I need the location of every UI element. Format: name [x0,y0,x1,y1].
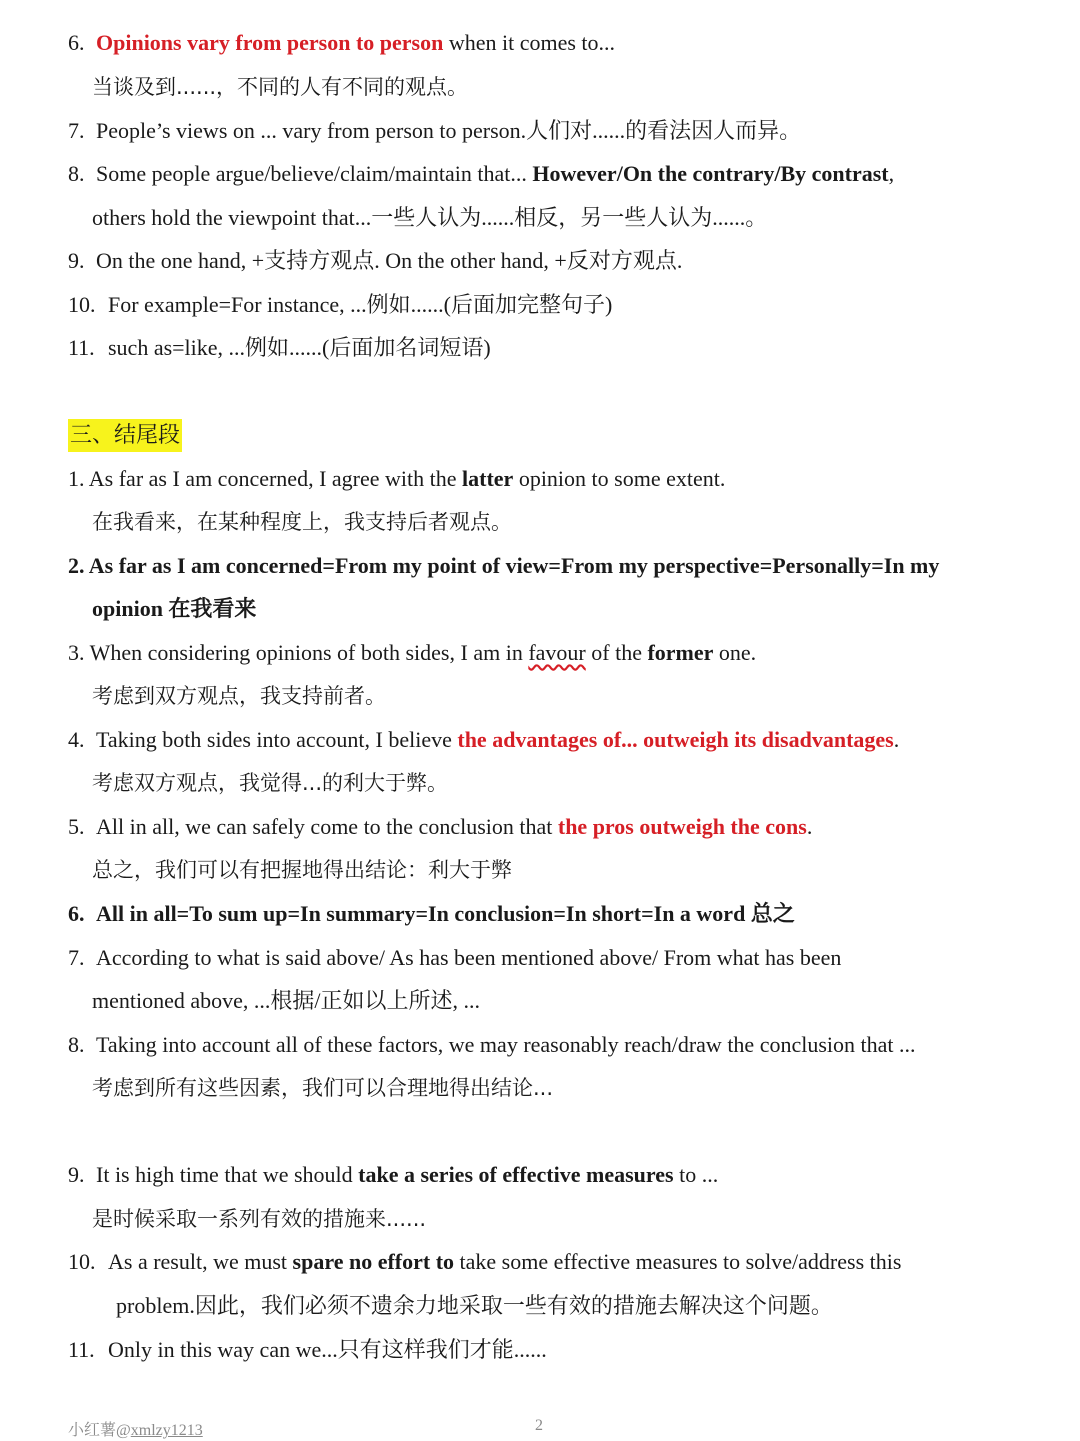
item-number: 10. [68,1249,96,1274]
item-text: All in all, we can safely come to the conclusion that [96,814,558,839]
bold-phrase: However/On the contrary/By contrast [532,161,889,186]
item-text-end: . [806,814,813,839]
item-text: As a result, we must [108,1249,293,1274]
end-item-4-translation: 考虑双方观点，我觉得...的利大于弊。 [92,771,449,795]
item-text-end: take some effective measures to solve/address this [454,1249,902,1274]
item-number: 6. [68,30,85,55]
section-heading [68,420,1040,451]
item-text-end: to ... [673,1162,719,1187]
item-text: On the one hand, +支持方观点. On the other hand, +反对方观点. [96,248,683,273]
end-item-7-line2: mentioned above, ...根据/正如以上所述, ... [92,988,481,1013]
end-item-2-line2: opinion 在我看来 [92,596,257,621]
item-text: It is high time that we should [96,1162,359,1187]
item-text-end: one. [713,640,757,665]
end-item-1 [68,464,1040,494]
end-item-9 [68,1160,1040,1190]
spellcheck-word: favour [528,640,586,665]
item-number: 9. [68,248,85,273]
list-item-11 [68,333,1040,363]
end-item-3 [68,638,1040,668]
item-number: 11. [68,1337,95,1362]
end-item-10 [68,1247,1040,1277]
end-item-2: 2. As far as I am concerned=From my point of view=From my perspective=Personally=In my [68,553,940,578]
end-item-10-line2: problem.因此，我们必须不遗余力地采取一些有效的措施去解决这个问题。 [116,1293,833,1318]
item-text-mid: of the [585,640,648,665]
highlight-phrase: the advantages of... outweigh its disadvantages [457,727,894,752]
list-item-8 [68,159,1040,189]
list-item-7 [68,116,1040,146]
list-item-6 [68,28,1040,58]
list-item-8-line2: others hold the viewpoint that...一些人认为......相反，另一些人认为......。 [92,205,768,230]
watermark-username: xmlzy1213 [130,1422,203,1439]
item-text: Taking both sides into account, I believe [96,727,458,752]
item-text: All in all=To sum up=In summary=In conclusion=In short=In a word 总之 [96,901,795,926]
bold-word: latter [462,466,514,491]
item-text-end: opinion to some extent. [513,466,726,491]
item-text: For example=For instance, ...例如......(后面加完整句子) [108,292,613,317]
item-text: when it comes to... [443,30,616,55]
section-title: 三、结尾段 [68,419,182,452]
end-item-5 [68,812,1040,842]
end-item-7 [68,943,1040,973]
item-text: 1. As far as I am concerned, I agree with the [68,466,463,491]
item-text: 3. When considering opinions of both sides, I am in [68,640,529,665]
list-item-6-translation: 当谈及到......，不同的人有不同的观点。 [92,75,469,99]
item-text: Only in this way can we...只有这样我们才能...... [108,1337,547,1362]
highlight-phrase: Opinions vary from person to person [96,30,444,55]
watermark-prefix: 小红薯@ [68,1422,131,1439]
list-item-9 [68,246,1040,276]
item-number: 10. [68,292,96,317]
item-text-end: , [888,161,895,186]
item-number: 8. [68,161,85,186]
end-item-6 [68,899,1040,929]
item-number: 7. [68,945,85,970]
watermark [68,1417,203,1440]
end-item-3-translation: 考虑到双方观点，我支持前者。 [92,684,386,708]
item-number: 11. [68,335,95,360]
end-item-11 [68,1335,1040,1365]
end-item-8 [68,1030,1040,1060]
item-number: 7. [68,118,85,143]
item-number: 4. [68,727,85,752]
list-item-10 [68,290,1040,320]
item-number: 9. [68,1162,85,1187]
end-item-8-translation: 考虑到所有这些因素，我们可以合理地得出结论... [92,1076,554,1100]
page-number: 2 [535,1417,543,1434]
end-item-5-translation: 总之，我们可以有把握地得出结论：利大于弊 [92,858,512,882]
item-text-end: . [893,727,900,752]
item-number: 8. [68,1032,85,1057]
end-item-9-translation: 是时候采取一系列有效的措施来...... [92,1207,427,1231]
end-item-1-translation: 在我看来，在某种程度上，我支持后者观点。 [92,510,512,534]
item-number: 5. [68,814,85,839]
end-item-4 [68,725,1040,755]
item-text: People’s views on ... vary from person to person.人们对......的看法因人而异。 [96,118,802,143]
bold-phrase: take a series of effective measures [358,1162,674,1187]
item-text: According to what is said above/ As has been mentioned above/ From what has been [96,945,842,970]
highlight-phrase: the pros outweigh the cons [557,814,807,839]
item-text: Some people argue/believe/claim/maintain that... [96,161,533,186]
item-number: 6. [68,901,85,926]
item-text: Taking into account all of these factors, we may reasonably reach/draw the conclusion that ... [96,1032,916,1057]
item-text: such as=like, ...例如......(后面加名词短语) [108,335,491,360]
bold-word: former [647,640,714,665]
bold-phrase: spare no effort to [292,1249,455,1274]
